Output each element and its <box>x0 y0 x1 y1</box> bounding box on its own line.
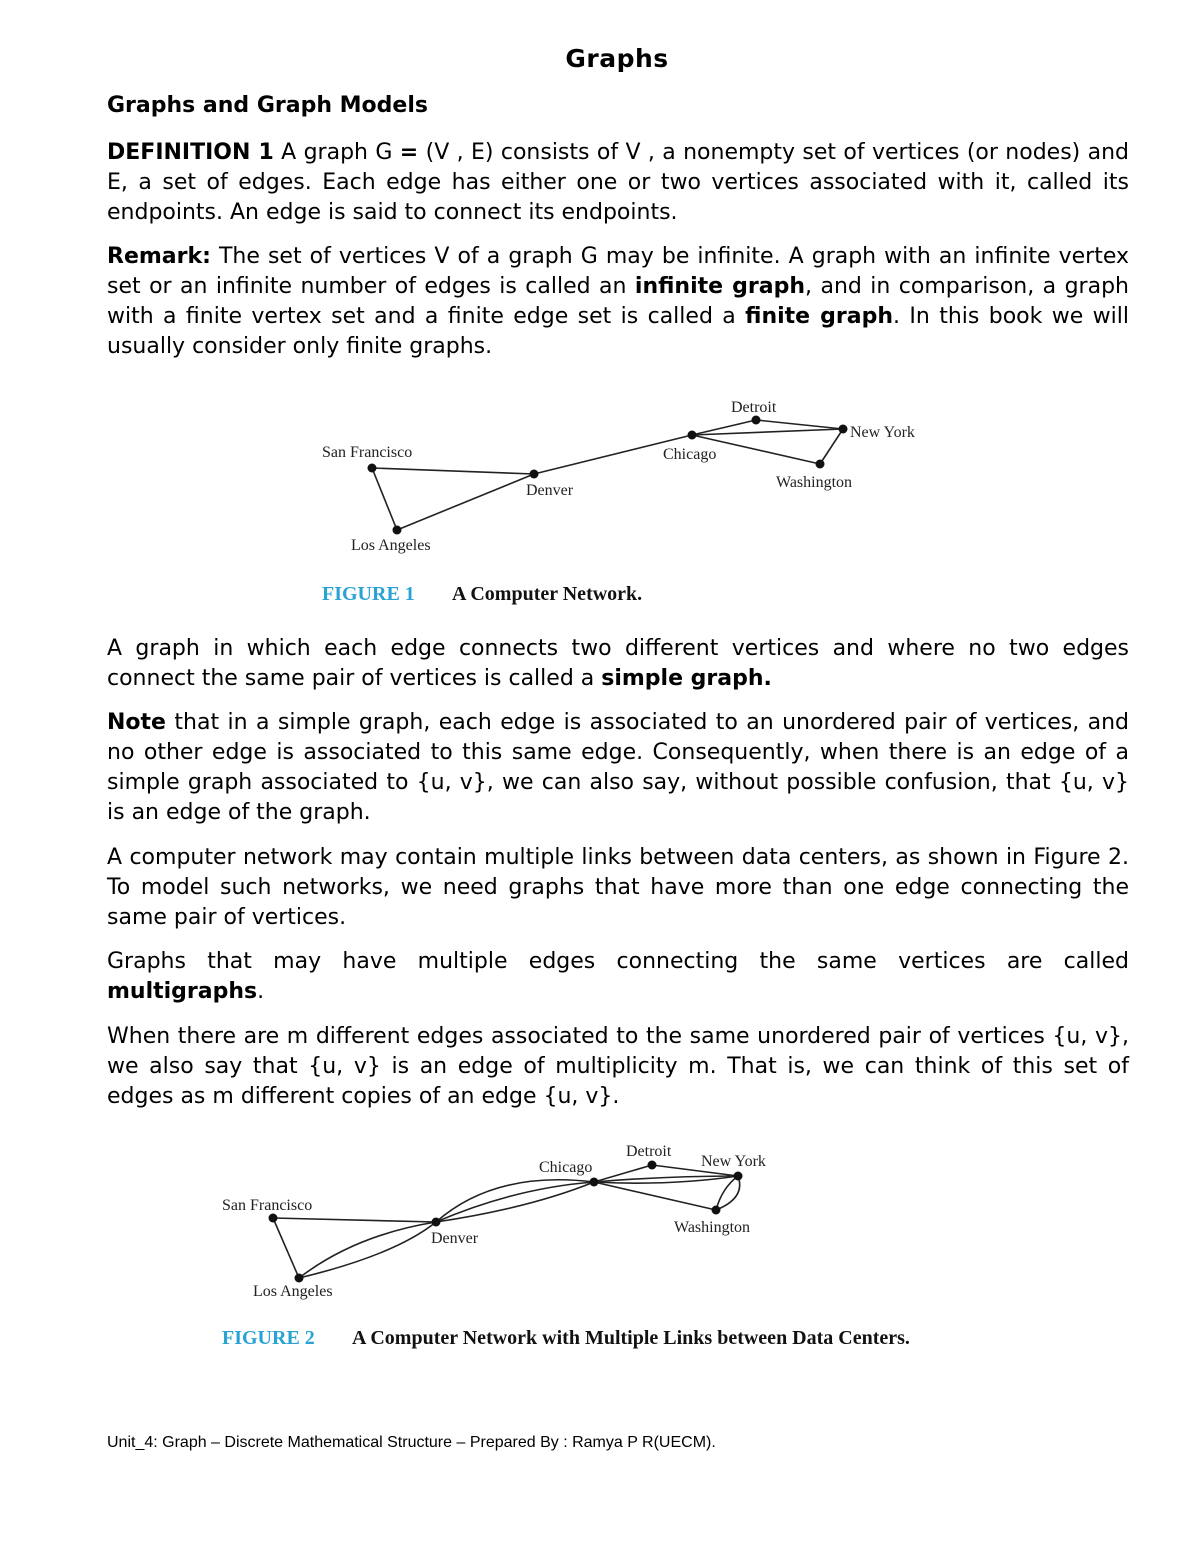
term-simple-graph: simple graph. <box>601 666 772 691</box>
figure-2-label: FIGURE 2 <box>222 1327 315 1349</box>
simple-graph-text: A graph in which each edge connects two different vertices and where no two edges connect the same pair of vertices is called a <box>107 636 1129 691</box>
page-footer: Unit_4: Graph – Discrete Mathematical Structure – Prepared By : Ramya P R(UECM). <box>107 1434 716 1451</box>
multiplicity-paragraph: When there are m different edges associated to the same unordered pair of vertices {u, v}, we also say that {u, v} is an edge of multiplicity m. That is, we can think of this set of edges as m different copies of an edge {u, v}. <box>107 1024 1129 1109</box>
label-detroit: Detroit <box>626 1143 672 1160</box>
label-los-angeles: Los Angeles <box>351 537 431 554</box>
term-finite-graph: finite graph <box>745 304 894 329</box>
node-new-york <box>839 425 848 434</box>
figure-1-label: FIGURE 1 <box>322 583 415 605</box>
node-detroit <box>752 416 761 425</box>
node-detroit <box>648 1161 657 1170</box>
node-chicago <box>590 1178 599 1187</box>
page-title: Graphs <box>565 44 669 73</box>
node-new-york <box>734 1172 743 1181</box>
figure-2-caption: A Computer Network with Multiple Links between Data Centers. <box>352 1327 910 1349</box>
node-denver <box>530 470 539 479</box>
remark-paragraph <box>107 242 1129 362</box>
definition-text-a: A graph G <box>273 140 400 165</box>
node-los-angeles <box>393 526 402 535</box>
node-chicago <box>688 431 697 440</box>
term-multigraphs: multigraphs <box>107 979 258 1004</box>
remark-text: , and in comparison, a graph with a finite vertex set and a finite edge set is called a <box>107 274 1129 329</box>
label-chicago: Chicago <box>663 446 717 463</box>
label-washington: Washington <box>776 474 853 491</box>
figure-1-graph <box>0 380 1200 620</box>
label-detroit: Detroit <box>731 399 777 416</box>
node-denver <box>432 1218 441 1227</box>
node-los-angeles <box>295 1274 304 1283</box>
figure-1-caption: A Computer Network. <box>452 583 643 605</box>
definition-label: DEFINITION 1 <box>107 140 274 165</box>
multigraphs-paragraph <box>107 947 1129 1007</box>
network-paragraph: A computer network may contain multiple links between data centers, as shown in Figure 2. To model such networks, we need graphs that have more than one edge connecting the same pair of vertices. <box>107 845 1129 930</box>
label-washington: Washington <box>674 1219 751 1236</box>
term-infinite-graph: infinite graph <box>634 274 806 299</box>
note-label: Note <box>107 710 166 735</box>
multigraphs-end: . <box>257 979 265 1004</box>
definition-paragraph <box>107 138 1129 228</box>
figure-2-graph <box>0 1130 1200 1370</box>
label-san-francisco: San Francisco <box>222 1197 313 1214</box>
note-paragraph <box>107 708 1129 828</box>
node-san-francisco <box>269 1214 278 1223</box>
label-denver: Denver <box>526 482 574 499</box>
definition-text-b: (V , E) consists of V , a nonempty set of vertices (or nodes) and E, a set of edges. Each edge has either one or two vertices associated with it, called its endpoints. An edge is said to connect its endpoints. <box>107 140 1130 225</box>
remark-text: The set of vertices V of a graph G may be infinite. A graph with an infinite vertex set or an infinite number of edges is called an <box>107 244 1129 299</box>
label-los-angeles: Los Angeles <box>253 1283 333 1300</box>
note-text: that in a simple graph, each edge is associated to an unordered pair of vertices, and no other edge is associated to this same edge. Consequently, when there is an edge of a simple graph associated to {u, v}, we can also say, without possible confusion, that {u, v} is an edge of the graph. <box>107 710 1129 825</box>
label-new-york: New York <box>850 424 915 441</box>
simple-graph-paragraph <box>107 634 1129 694</box>
definition-equals: = <box>399 140 419 165</box>
node-washington <box>816 460 825 469</box>
multigraphs-text: Graphs that may have multiple edges connecting the same vertices are called <box>107 949 1129 974</box>
node-washington <box>712 1206 721 1215</box>
label-new-york: New York <box>701 1153 766 1170</box>
label-denver: Denver <box>431 1230 479 1247</box>
remark-text: . In this book we will usually consider only finite graphs. <box>107 304 1129 359</box>
remark-label: Remark: <box>107 244 211 269</box>
label-chicago: Chicago <box>539 1159 593 1176</box>
label-san-francisco: San Francisco <box>322 444 413 461</box>
section-heading: Graphs and Graph Models <box>107 93 428 118</box>
node-san-francisco <box>368 464 377 473</box>
